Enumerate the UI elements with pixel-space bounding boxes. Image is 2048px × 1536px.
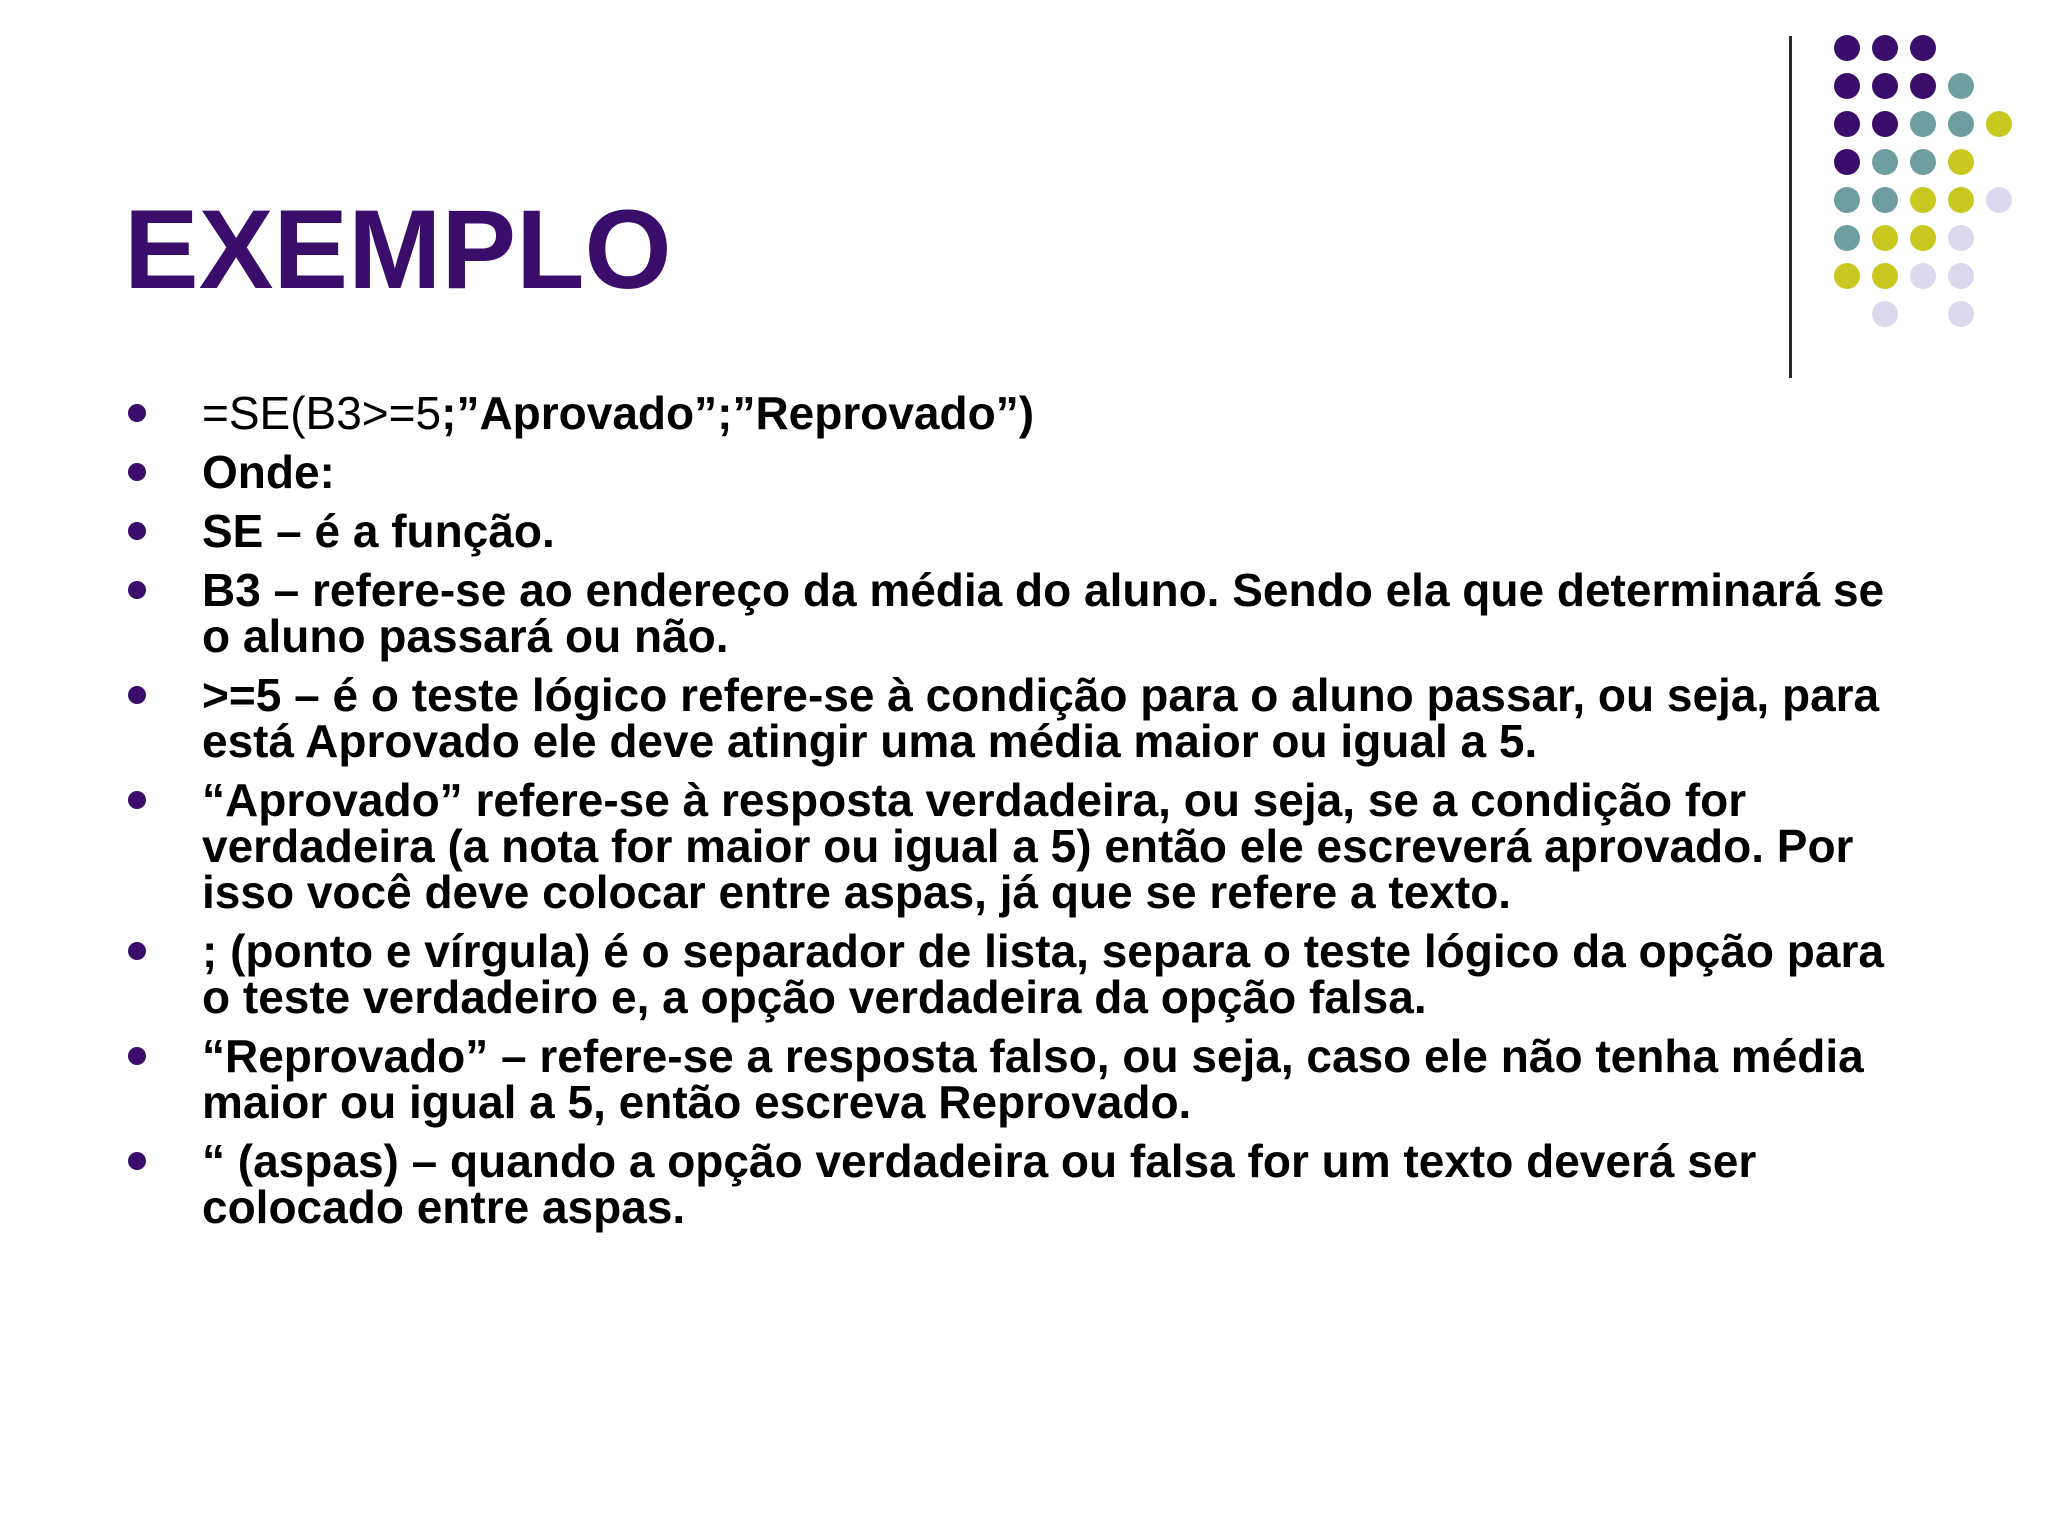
list-item-text: SE – é a função.: [202, 505, 555, 557]
list-item-text: >=5 – é o teste lógico refere-se à condição para o aluno passar, ou seja, para está Aprovado ele deve atingir uma média maior ou igual a 5.: [202, 669, 1880, 767]
list-item: [124, 446, 1924, 498]
decorative-dot: [1948, 73, 1974, 99]
bullet-icon: [128, 581, 146, 599]
decorative-dot: [1948, 111, 1974, 137]
decorative-dot: [1872, 73, 1898, 99]
decorative-dot: [1872, 225, 1898, 251]
list-item: [124, 1030, 1924, 1128]
list-item: [124, 925, 1924, 1023]
decorative-dot: [1834, 187, 1860, 213]
decorative-dot: [1834, 263, 1860, 289]
list-item-text: ; (ponto e vírgula) é o separador de lista, separa o teste lógico da opção para o teste verdadeiro e, a opção verdadeira da opção falsa.: [202, 925, 1884, 1023]
list-item-text: “Reprovado” – refere-se a resposta falso, ou seja, caso ele não tenha média maior ou igual a 5, então escreva Reprovado.: [202, 1030, 1864, 1128]
decorative-dot: [1986, 111, 2012, 137]
bullet-icon: [128, 463, 146, 481]
list-item-text: Onde:: [202, 446, 335, 498]
decorative-dot: [1834, 73, 1860, 99]
decorative-dot: [1910, 111, 1936, 137]
decorative-dot: [1872, 187, 1898, 213]
decorative-dot: [1872, 301, 1898, 327]
decorative-dot: [1872, 111, 1898, 137]
bullet-icon: [128, 404, 146, 422]
decorative-dot: [1948, 225, 1974, 251]
list-item-text: “ (aspas) – quando a opção verdadeira ou falsa for um texto deverá ser colocado entre aspas.: [202, 1135, 1757, 1233]
decorative-dot: [1834, 111, 1860, 137]
decorative-dot: [1910, 187, 1936, 213]
bullet-icon: [128, 1152, 146, 1170]
bullet-icon: [128, 522, 146, 540]
decorative-dot: [1834, 225, 1860, 251]
list-item-text: B3 – refere-se ao endereço da média do aluno. Sendo ela que determinará se o aluno passará ou não.: [202, 564, 1885, 662]
decorative-dot: [1948, 263, 1974, 289]
decorative-dot: [1872, 35, 1898, 61]
decorative-dot: [1910, 35, 1936, 61]
formula-function: =SE(B3>=5: [202, 387, 442, 439]
bullet-icon: [128, 791, 146, 809]
bullet-icon: [128, 942, 146, 960]
bullet-icon: [128, 686, 146, 704]
list-item: [124, 505, 1924, 557]
decorative-dot-grid: [0, 0, 2048, 400]
list-item: [124, 1135, 1924, 1233]
list-item: [124, 387, 1924, 439]
bullet-list: [124, 387, 1924, 1243]
slide-title: EXEMPLO: [124, 187, 672, 312]
list-item: [124, 774, 1924, 918]
list-item: [124, 669, 1924, 767]
decorative-dot: [1910, 73, 1936, 99]
list-item-text: “Aprovado” refere-se à resposta verdadeira, ou seja, se a condição for verdadeira (a nota for maior ou igual a 5) então ele escreverá aprovado. Por isso você deve colocar entre aspas, já que se refere a texto.: [202, 774, 1854, 918]
bullet-icon: [128, 1047, 146, 1065]
decorative-dot: [1834, 149, 1860, 175]
decorative-dot: [1986, 187, 2012, 213]
decorative-dot: [1948, 301, 1974, 327]
formula-arguments: ;”Aprovado”;”Reprovado”): [441, 387, 1035, 439]
decorative-dot: [1872, 263, 1898, 289]
decorative-dot: [1910, 225, 1936, 251]
decorative-dot: [1910, 149, 1936, 175]
decorative-dot: [1834, 35, 1860, 61]
decorative-dot: [1872, 149, 1898, 175]
decorative-dot: [1948, 187, 1974, 213]
decorative-dot: [1948, 149, 1974, 175]
decorative-dot: [1910, 263, 1936, 289]
list-item: [124, 564, 1924, 662]
